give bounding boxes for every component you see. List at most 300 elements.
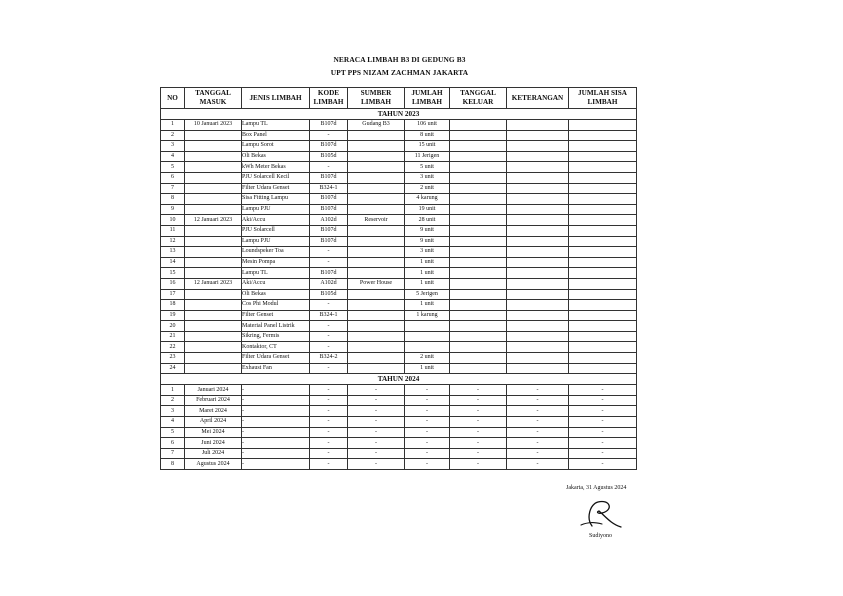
cell-jumlah-sisa-limbah: - bbox=[569, 406, 637, 417]
cell-sumber-limbah bbox=[348, 172, 405, 183]
table-row bbox=[161, 183, 637, 194]
cell-jumlah-limbah: 1 karung bbox=[405, 310, 450, 321]
cell-no: 18 bbox=[161, 300, 185, 311]
cell-jenis-limbah: - bbox=[242, 406, 310, 417]
cell-jenis-limbah: Filter Genset bbox=[242, 310, 310, 321]
cell-jumlah-sisa-limbah bbox=[569, 151, 637, 162]
cell-jenis-limbah: - bbox=[242, 385, 310, 396]
cell-keterangan bbox=[507, 141, 569, 152]
cell-no: 10 bbox=[161, 215, 185, 226]
cell-tanggal-masuk bbox=[185, 236, 242, 247]
cell-kode-limbah: B107d bbox=[310, 268, 348, 279]
table-row bbox=[161, 141, 637, 152]
cell-jumlah-limbah: 106 unit bbox=[405, 120, 450, 131]
cell-jumlah-limbah bbox=[405, 321, 450, 332]
cell-tanggal-keluar: - bbox=[450, 438, 507, 449]
table-row bbox=[161, 321, 637, 332]
cell-kode-limbah: - bbox=[310, 448, 348, 459]
signature-image bbox=[578, 496, 628, 532]
table-row bbox=[161, 438, 637, 449]
table-row bbox=[161, 194, 637, 205]
cell-sumber-limbah: - bbox=[348, 406, 405, 417]
cell-no: 2 bbox=[161, 130, 185, 141]
cell-jumlah-sisa-limbah bbox=[569, 268, 637, 279]
cell-kode-limbah: B107d bbox=[310, 204, 348, 215]
cell-kode-limbah: - bbox=[310, 300, 348, 311]
cell-jumlah-limbah: 2 unit bbox=[405, 353, 450, 364]
cell-keterangan bbox=[507, 331, 569, 342]
cell-no: 8 bbox=[161, 459, 185, 470]
cell-jenis-limbah: Oli Bekas bbox=[242, 151, 310, 162]
cell-tanggal-masuk: April 2024 bbox=[185, 417, 242, 428]
cell-tanggal-masuk bbox=[185, 363, 242, 374]
cell-keterangan: - bbox=[507, 459, 569, 470]
table-row bbox=[161, 236, 637, 247]
cell-keterangan bbox=[507, 120, 569, 131]
cell-jumlah-limbah: 5 Jerigen bbox=[405, 289, 450, 300]
cell-keterangan bbox=[507, 247, 569, 258]
cell-tanggal-masuk bbox=[185, 172, 242, 183]
table-body bbox=[161, 109, 637, 470]
table-row bbox=[161, 310, 637, 321]
cell-jumlah-sisa-limbah bbox=[569, 310, 637, 321]
cell-tanggal-keluar bbox=[450, 257, 507, 268]
cell-keterangan bbox=[507, 310, 569, 321]
cell-keterangan bbox=[507, 353, 569, 364]
cell-sumber-limbah bbox=[348, 204, 405, 215]
cell-tanggal-masuk bbox=[185, 194, 242, 205]
cell-jumlah-sisa-limbah: - bbox=[569, 438, 637, 449]
cell-keterangan bbox=[507, 289, 569, 300]
cell-keterangan: - bbox=[507, 417, 569, 428]
cell-kode-limbah: B107d bbox=[310, 120, 348, 131]
cell-no: 14 bbox=[161, 257, 185, 268]
cell-kode-limbah: A102d bbox=[310, 278, 348, 289]
cell-jenis-limbah: Lampu PJU bbox=[242, 204, 310, 215]
cell-tanggal-masuk bbox=[185, 321, 242, 332]
cell-jumlah-limbah: - bbox=[405, 448, 450, 459]
table-row bbox=[161, 172, 637, 183]
cell-sumber-limbah: Power House bbox=[348, 278, 405, 289]
cell-keterangan bbox=[507, 342, 569, 353]
section-row-2023 bbox=[161, 109, 637, 120]
table-row bbox=[161, 120, 637, 131]
table-row bbox=[161, 268, 637, 279]
header-sumber-limbah: SUMBER LIMBAH bbox=[348, 88, 405, 109]
cell-keterangan bbox=[507, 236, 569, 247]
cell-no: 15 bbox=[161, 268, 185, 279]
cell-sumber-limbah: - bbox=[348, 395, 405, 406]
cell-kode-limbah: - bbox=[310, 162, 348, 173]
cell-jumlah-limbah: 28 unit bbox=[405, 215, 450, 226]
table-row bbox=[161, 247, 637, 258]
cell-kode-limbah: B105d bbox=[310, 151, 348, 162]
cell-jumlah-sisa-limbah bbox=[569, 363, 637, 374]
cell-kode-limbah: - bbox=[310, 363, 348, 374]
cell-jumlah-limbah: - bbox=[405, 406, 450, 417]
cell-jenis-limbah: PJU Solarcell Kecil bbox=[242, 172, 310, 183]
cell-jenis-limbah: Lampu TL bbox=[242, 120, 310, 131]
header-jenis-limbah: JENIS LIMBAH bbox=[242, 88, 310, 109]
table-row bbox=[161, 448, 637, 459]
cell-jumlah-sisa-limbah bbox=[569, 172, 637, 183]
table-row bbox=[161, 342, 637, 353]
cell-tanggal-keluar: - bbox=[450, 417, 507, 428]
cell-keterangan bbox=[507, 363, 569, 374]
cell-tanggal-masuk bbox=[185, 342, 242, 353]
cell-jumlah-limbah: - bbox=[405, 385, 450, 396]
cell-no: 9 bbox=[161, 204, 185, 215]
cell-no: 20 bbox=[161, 321, 185, 332]
cell-jenis-limbah: Mesin Pompa bbox=[242, 257, 310, 268]
cell-jenis-limbah: Exhaust Fan bbox=[242, 363, 310, 374]
cell-sumber-limbah bbox=[348, 194, 405, 205]
cell-jumlah-sisa-limbah bbox=[569, 300, 637, 311]
cell-tanggal-masuk: Agustus 2024 bbox=[185, 459, 242, 470]
cell-kode-limbah: - bbox=[310, 257, 348, 268]
cell-tanggal-masuk bbox=[185, 162, 242, 173]
cell-keterangan bbox=[507, 268, 569, 279]
cell-tanggal-masuk bbox=[185, 141, 242, 152]
cell-sumber-limbah: - bbox=[348, 385, 405, 396]
cell-tanggal-masuk bbox=[185, 353, 242, 364]
table-row bbox=[161, 353, 637, 364]
cell-keterangan bbox=[507, 183, 569, 194]
cell-no: 7 bbox=[161, 448, 185, 459]
cell-sumber-limbah bbox=[348, 268, 405, 279]
cell-jumlah-sisa-limbah bbox=[569, 204, 637, 215]
cell-no: 23 bbox=[161, 353, 185, 364]
cell-jenis-limbah: Box Panel bbox=[242, 130, 310, 141]
header-jumlah-sisa-limbah: JUMLAH SISA LIMBAH bbox=[569, 88, 637, 109]
cell-no: 7 bbox=[161, 183, 185, 194]
table-row bbox=[161, 363, 637, 374]
cell-jumlah-limbah: - bbox=[405, 438, 450, 449]
cell-tanggal-masuk: Mei 2024 bbox=[185, 427, 242, 438]
cell-no: 17 bbox=[161, 289, 185, 300]
cell-keterangan bbox=[507, 300, 569, 311]
table-row bbox=[161, 459, 637, 470]
cell-tanggal-keluar bbox=[450, 162, 507, 173]
cell-jumlah-sisa-limbah bbox=[569, 353, 637, 364]
cell-tanggal-keluar bbox=[450, 172, 507, 183]
cell-keterangan bbox=[507, 321, 569, 332]
cell-kode-limbah: B107d bbox=[310, 194, 348, 205]
cell-jumlah-sisa-limbah: - bbox=[569, 427, 637, 438]
cell-tanggal-masuk bbox=[185, 183, 242, 194]
cell-jumlah-sisa-limbah bbox=[569, 236, 637, 247]
cell-keterangan bbox=[507, 204, 569, 215]
cell-jumlah-limbah: 9 unit bbox=[405, 225, 450, 236]
header-keterangan: KETERANGAN bbox=[507, 88, 569, 109]
cell-sumber-limbah bbox=[348, 130, 405, 141]
cell-jumlah-limbah: 1 unit bbox=[405, 257, 450, 268]
cell-jumlah-sisa-limbah bbox=[569, 331, 637, 342]
cell-tanggal-masuk: Juni 2024 bbox=[185, 438, 242, 449]
cell-tanggal-keluar bbox=[450, 183, 507, 194]
cell-no: 1 bbox=[161, 120, 185, 131]
cell-tanggal-keluar: - bbox=[450, 406, 507, 417]
cell-no: 5 bbox=[161, 427, 185, 438]
cell-keterangan: - bbox=[507, 385, 569, 396]
cell-jumlah-sisa-limbah bbox=[569, 215, 637, 226]
cell-jumlah-sisa-limbah bbox=[569, 183, 637, 194]
cell-no: 22 bbox=[161, 342, 185, 353]
cell-jenis-limbah: Material Panel Listrik bbox=[242, 321, 310, 332]
cell-keterangan: - bbox=[507, 438, 569, 449]
cell-jenis-limbah: Filter Udara Genset bbox=[242, 353, 310, 364]
cell-sumber-limbah: - bbox=[348, 459, 405, 470]
cell-tanggal-keluar bbox=[450, 194, 507, 205]
cell-sumber-limbah: - bbox=[348, 448, 405, 459]
cell-jumlah-limbah: 4 karung bbox=[405, 194, 450, 205]
cell-sumber-limbah bbox=[348, 300, 405, 311]
cell-keterangan bbox=[507, 194, 569, 205]
cell-sumber-limbah: - bbox=[348, 438, 405, 449]
cell-keterangan bbox=[507, 151, 569, 162]
table-row bbox=[161, 257, 637, 268]
table-row bbox=[161, 417, 637, 428]
place-date: Jakarta, 31 Agustus 2024 bbox=[566, 485, 627, 491]
cell-kode-limbah: - bbox=[310, 427, 348, 438]
cell-kode-limbah: B105d bbox=[310, 289, 348, 300]
cell-no: 13 bbox=[161, 247, 185, 258]
cell-tanggal-keluar bbox=[450, 236, 507, 247]
cell-jenis-limbah: kWh Meter Bekas bbox=[242, 162, 310, 173]
cell-sumber-limbah bbox=[348, 363, 405, 374]
cell-jumlah-sisa-limbah bbox=[569, 257, 637, 268]
header-jumlah-limbah: JUMLAH LIMBAH bbox=[405, 88, 450, 109]
cell-jenis-limbah: Lampu Sorot bbox=[242, 141, 310, 152]
cell-tanggal-keluar: - bbox=[450, 427, 507, 438]
cell-jenis-limbah: Aki/Accu bbox=[242, 215, 310, 226]
cell-tanggal-masuk: 12 Januari 2023 bbox=[185, 278, 242, 289]
table-row bbox=[161, 395, 637, 406]
cell-jumlah-limbah: 15 unit bbox=[405, 141, 450, 152]
cell-keterangan bbox=[507, 130, 569, 141]
waste-balance-table bbox=[160, 87, 637, 470]
cell-jumlah-sisa-limbah bbox=[569, 130, 637, 141]
cell-tanggal-masuk: Maret 2024 bbox=[185, 406, 242, 417]
header-tanggal-keluar: TANGGAL KELUAR bbox=[450, 88, 507, 109]
cell-tanggal-keluar bbox=[450, 289, 507, 300]
cell-sumber-limbah bbox=[348, 247, 405, 258]
header-kode-limbah: KODE LIMBAH bbox=[310, 88, 348, 109]
table-row bbox=[161, 215, 637, 226]
cell-tanggal-keluar bbox=[450, 204, 507, 215]
table-row bbox=[161, 130, 637, 141]
header-tanggal-masuk: TANGGAL MASUK bbox=[185, 88, 242, 109]
cell-jenis-limbah: - bbox=[242, 427, 310, 438]
cell-jumlah-limbah: 3 unit bbox=[405, 172, 450, 183]
cell-keterangan bbox=[507, 278, 569, 289]
cell-tanggal-masuk bbox=[185, 247, 242, 258]
cell-no: 6 bbox=[161, 438, 185, 449]
cell-tanggal-masuk bbox=[185, 130, 242, 141]
cell-jumlah-sisa-limbah bbox=[569, 162, 637, 173]
section-label-2024: TAHUN 2024 bbox=[161, 374, 637, 385]
cell-jumlah-sisa-limbah bbox=[569, 342, 637, 353]
cell-jumlah-sisa-limbah: - bbox=[569, 448, 637, 459]
section-label-2023: TAHUN 2023 bbox=[161, 109, 637, 120]
cell-tanggal-keluar: - bbox=[450, 459, 507, 470]
cell-kode-limbah: - bbox=[310, 459, 348, 470]
cell-jumlah-sisa-limbah: - bbox=[569, 417, 637, 428]
cell-tanggal-keluar bbox=[450, 151, 507, 162]
cell-tanggal-keluar bbox=[450, 247, 507, 258]
cell-jumlah-limbah: 1 unit bbox=[405, 300, 450, 311]
cell-sumber-limbah bbox=[348, 310, 405, 321]
table-row bbox=[161, 204, 637, 215]
cell-jumlah-limbah: - bbox=[405, 427, 450, 438]
cell-kode-limbah: B324-1 bbox=[310, 310, 348, 321]
cell-sumber-limbah bbox=[348, 236, 405, 247]
cell-sumber-limbah: - bbox=[348, 427, 405, 438]
cell-no: 8 bbox=[161, 194, 185, 205]
cell-kode-limbah: - bbox=[310, 321, 348, 332]
cell-jumlah-sisa-limbah bbox=[569, 225, 637, 236]
cell-jumlah-limbah: 11 Jerigen bbox=[405, 151, 450, 162]
cell-keterangan: - bbox=[507, 406, 569, 417]
cell-jenis-limbah: - bbox=[242, 417, 310, 428]
cell-tanggal-masuk: 12 Januari 2023 bbox=[185, 215, 242, 226]
cell-tanggal-keluar: - bbox=[450, 385, 507, 396]
cell-jumlah-sisa-limbah bbox=[569, 278, 637, 289]
cell-no: 3 bbox=[161, 406, 185, 417]
table-row bbox=[161, 406, 637, 417]
cell-tanggal-masuk: Januari 2024 bbox=[185, 385, 242, 396]
cell-tanggal-keluar: - bbox=[450, 395, 507, 406]
cell-sumber-limbah bbox=[348, 342, 405, 353]
cell-sumber-limbah bbox=[348, 353, 405, 364]
cell-jenis-limbah: Sisa Fitting Lampu bbox=[242, 194, 310, 205]
section-row-2024 bbox=[161, 374, 637, 385]
cell-sumber-limbah bbox=[348, 151, 405, 162]
cell-tanggal-keluar bbox=[450, 300, 507, 311]
document-subtitle: UPT PPS NIZAM ZACHMAN JAKARTA bbox=[330, 68, 469, 77]
cell-tanggal-masuk bbox=[185, 310, 242, 321]
cell-kode-limbah: - bbox=[310, 130, 348, 141]
cell-jumlah-limbah: - bbox=[405, 417, 450, 428]
cell-tanggal-keluar bbox=[450, 130, 507, 141]
cell-keterangan: - bbox=[507, 427, 569, 438]
cell-no: 5 bbox=[161, 162, 185, 173]
cell-kode-limbah: - bbox=[310, 342, 348, 353]
cell-jenis-limbah: - bbox=[242, 395, 310, 406]
cell-jumlah-limbah: 9 unit bbox=[405, 236, 450, 247]
cell-kode-limbah: B107d bbox=[310, 225, 348, 236]
cell-no: 24 bbox=[161, 363, 185, 374]
cell-jumlah-limbah: - bbox=[405, 459, 450, 470]
table-header-row bbox=[161, 88, 637, 109]
cell-jenis-limbah: Sikring, Fermis bbox=[242, 331, 310, 342]
cell-no: 1 bbox=[161, 385, 185, 396]
table-row bbox=[161, 427, 637, 438]
cell-keterangan bbox=[507, 225, 569, 236]
cell-tanggal-masuk bbox=[185, 268, 242, 279]
cell-no: 3 bbox=[161, 141, 185, 152]
cell-kode-limbah: B324-2 bbox=[310, 353, 348, 364]
cell-sumber-limbah bbox=[348, 183, 405, 194]
cell-sumber-limbah bbox=[348, 257, 405, 268]
cell-jenis-limbah: - bbox=[242, 438, 310, 449]
cell-kode-limbah: - bbox=[310, 395, 348, 406]
cell-sumber-limbah bbox=[348, 162, 405, 173]
cell-tanggal-keluar bbox=[450, 331, 507, 342]
cell-jumlah-sisa-limbah bbox=[569, 194, 637, 205]
cell-keterangan: - bbox=[507, 395, 569, 406]
cell-jumlah-limbah: 2 unit bbox=[405, 183, 450, 194]
cell-sumber-limbah bbox=[348, 321, 405, 332]
cell-jumlah-sisa-limbah bbox=[569, 289, 637, 300]
cell-jumlah-sisa-limbah bbox=[569, 321, 637, 332]
cell-sumber-limbah: - bbox=[348, 417, 405, 428]
table-row bbox=[161, 300, 637, 311]
cell-kode-limbah: A102d bbox=[310, 215, 348, 226]
cell-kode-limbah: - bbox=[310, 385, 348, 396]
cell-tanggal-masuk bbox=[185, 289, 242, 300]
cell-tanggal-keluar bbox=[450, 215, 507, 226]
cell-jenis-limbah: Lampu TL bbox=[242, 268, 310, 279]
cell-jumlah-sisa-limbah bbox=[569, 120, 637, 131]
cell-no: 11 bbox=[161, 225, 185, 236]
cell-jumlah-limbah: 5 unit bbox=[405, 162, 450, 173]
cell-tanggal-keluar bbox=[450, 342, 507, 353]
cell-keterangan bbox=[507, 162, 569, 173]
cell-jenis-limbah: Lampu PJU bbox=[242, 236, 310, 247]
cell-tanggal-keluar bbox=[450, 268, 507, 279]
cell-sumber-limbah: Reservoir bbox=[348, 215, 405, 226]
cell-jenis-limbah: Cos Phi Modul bbox=[242, 300, 310, 311]
cell-tanggal-keluar bbox=[450, 225, 507, 236]
cell-keterangan bbox=[507, 172, 569, 183]
cell-jenis-limbah: Kontaktor, CT bbox=[242, 342, 310, 353]
cell-tanggal-keluar: - bbox=[450, 448, 507, 459]
cell-kode-limbah: B324-1 bbox=[310, 183, 348, 194]
cell-kode-limbah: - bbox=[310, 247, 348, 258]
cell-no: 19 bbox=[161, 310, 185, 321]
cell-jumlah-limbah: - bbox=[405, 395, 450, 406]
cell-sumber-limbah bbox=[348, 289, 405, 300]
cell-tanggal-masuk: Juli 2024 bbox=[185, 448, 242, 459]
cell-jumlah-limbah: 19 unit bbox=[405, 204, 450, 215]
table-row bbox=[161, 289, 637, 300]
cell-no: 21 bbox=[161, 331, 185, 342]
cell-tanggal-keluar bbox=[450, 321, 507, 332]
cell-sumber-limbah: Gudang B3 bbox=[348, 120, 405, 131]
table-row bbox=[161, 385, 637, 396]
cell-kode-limbah: - bbox=[310, 406, 348, 417]
cell-tanggal-keluar bbox=[450, 278, 507, 289]
table-row bbox=[161, 278, 637, 289]
cell-no: 16 bbox=[161, 278, 185, 289]
cell-no: 2 bbox=[161, 395, 185, 406]
cell-jumlah-limbah bbox=[405, 342, 450, 353]
cell-tanggal-keluar bbox=[450, 141, 507, 152]
cell-jumlah-limbah: 1 unit bbox=[405, 278, 450, 289]
cell-tanggal-masuk bbox=[185, 331, 242, 342]
cell-tanggal-keluar bbox=[450, 363, 507, 374]
cell-jenis-limbah: Filter Udara Genset bbox=[242, 183, 310, 194]
cell-jenis-limbah: Loundspeker Toa bbox=[242, 247, 310, 258]
document-title: NERACA LIMBAH B3 DI GEDUNG B3 bbox=[333, 55, 466, 64]
cell-jumlah-sisa-limbah bbox=[569, 247, 637, 258]
cell-kode-limbah: - bbox=[310, 438, 348, 449]
cell-kode-limbah: B107d bbox=[310, 236, 348, 247]
cell-keterangan: - bbox=[507, 448, 569, 459]
table-row bbox=[161, 331, 637, 342]
cell-no: 12 bbox=[161, 236, 185, 247]
